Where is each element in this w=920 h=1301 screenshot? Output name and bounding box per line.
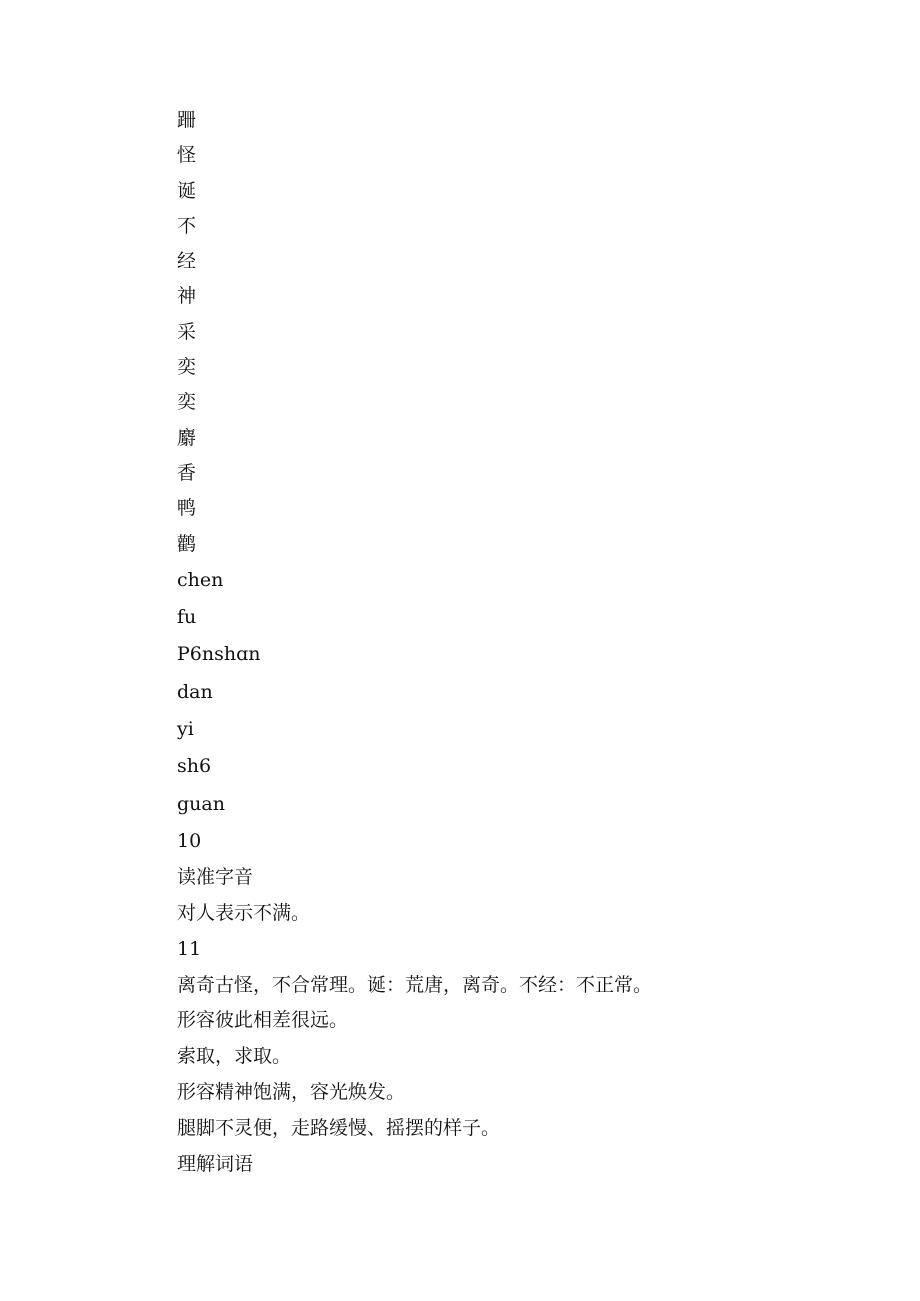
character-line: 香 xyxy=(177,461,197,484)
pinyin-line: dan xyxy=(177,680,213,703)
character-line: 怪 xyxy=(177,144,197,167)
definition-line: 形容彼此相差很远。 xyxy=(177,1009,349,1032)
character-list xyxy=(177,103,877,562)
pinyin-line: yi xyxy=(177,718,194,741)
pinyin-line: fu xyxy=(177,606,197,629)
number-line: 11 xyxy=(177,937,202,960)
character-line: 不 xyxy=(177,214,197,237)
text-column xyxy=(177,103,877,1182)
definition-line: 索取，求取。 xyxy=(177,1045,292,1068)
pinyin-line: guan xyxy=(177,792,225,815)
number-line: 10 xyxy=(177,829,202,852)
character-line: 采 xyxy=(177,320,197,343)
definition-list xyxy=(177,860,877,1182)
pinyin-line: P6nshɑn xyxy=(177,643,261,666)
definition-line: 腿脚不灵便，走路缓慢、摇摆的样子。 xyxy=(177,1116,501,1139)
character-line: 奕 xyxy=(177,356,197,379)
section-heading: 读准字音 xyxy=(177,866,254,889)
character-line: 鸭 xyxy=(177,497,197,520)
character-line: 鹳 xyxy=(177,532,197,555)
definition-line: 形容精神饱满，容光焕发。 xyxy=(177,1081,406,1104)
character-line: 经 xyxy=(177,250,197,273)
pinyin-line: chen xyxy=(177,568,224,591)
pinyin-list xyxy=(177,562,877,860)
section-heading: 理解词语 xyxy=(177,1152,254,1175)
pinyin-line: sh6 xyxy=(177,755,212,778)
character-line: 麝 xyxy=(177,426,197,449)
character-line: 奕 xyxy=(177,391,197,414)
character-line: 神 xyxy=(177,285,197,308)
character-line: 跚 xyxy=(177,109,197,131)
definition-line: 对人表示不满。 xyxy=(177,902,311,925)
character-line: 诞 xyxy=(177,179,197,202)
definition-line: 离奇古怪，不合常理。诞：荒唐，离奇。不经：不正常。 xyxy=(177,973,653,996)
